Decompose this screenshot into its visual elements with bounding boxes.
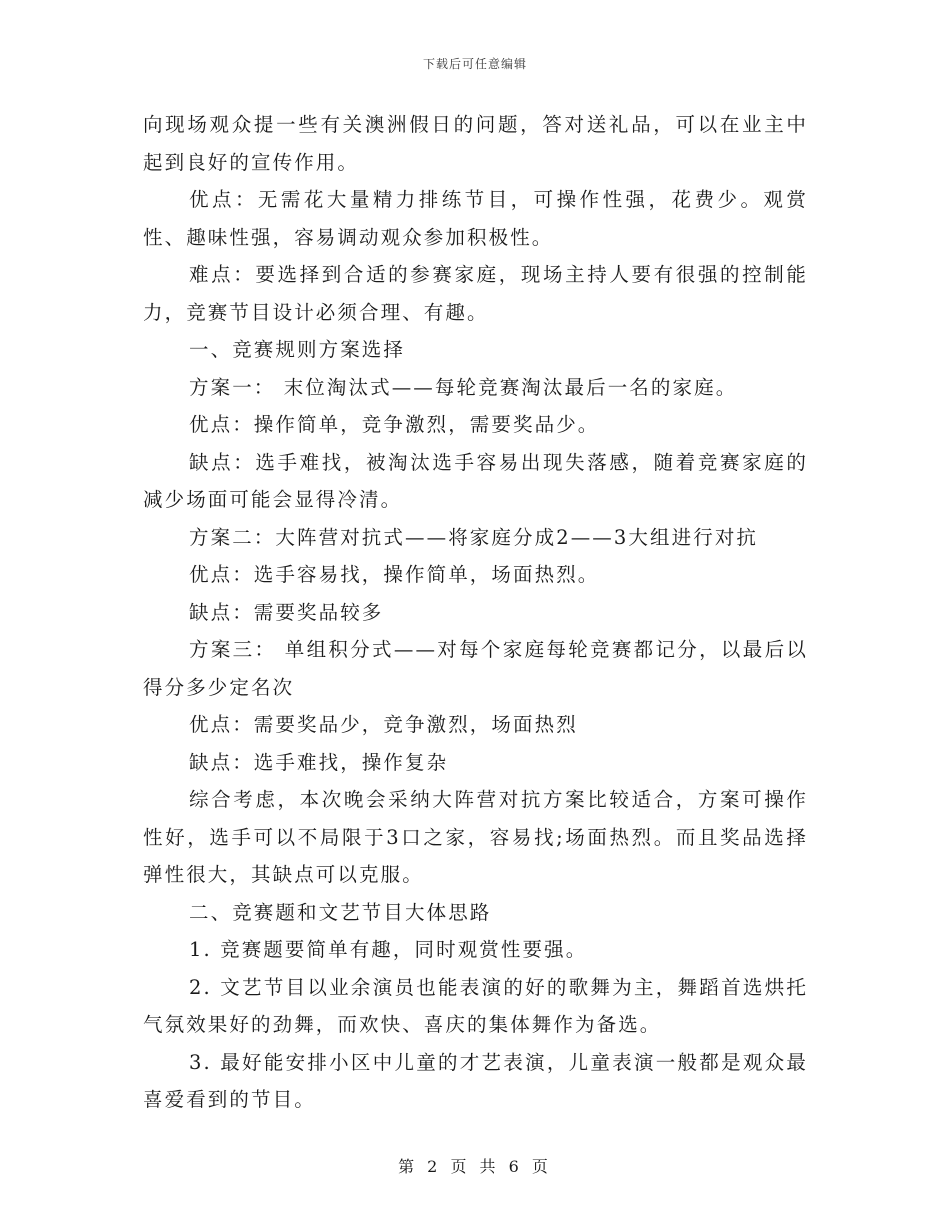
list-item: 3. 最好能安排小区中儿童的才艺表演，儿童表演一般都是观众最喜爱看到的节目。 bbox=[143, 1050, 808, 1111]
paragraph: 优点：需要奖品少，竞争激烈，场面热烈 bbox=[189, 713, 578, 736]
paragraph: 综合考虑，本次晚会采纳大阵营对抗方案比较适合，方案可操作性好，选手可以不局限于3口之家，容易找;场面热烈。而且奖品选择弹性很大，其缺点可以克服。 bbox=[143, 788, 808, 886]
paragraph: 缺点：需要奖品较多 bbox=[189, 600, 384, 624]
list-item: 1. 竞赛题要简单有趣，同时观赏性要强。 bbox=[189, 938, 588, 961]
paragraph: 缺点：选手难找，操作复杂 bbox=[189, 750, 449, 774]
section-heading: 二、竞赛题和文艺节目大体思路 bbox=[189, 900, 492, 924]
header-note: 下载后可任意编辑 bbox=[422, 57, 527, 71]
paragraph: 方案三： 单组积分式——对每个家庭每轮竞赛都记分，以最后以得分多少定名次 bbox=[143, 638, 808, 699]
paragraph: 缺点：选手难找，被淘汰选手容易出现失落感，随着竞赛家庭的减少场面可能会显得冷清。 bbox=[143, 450, 808, 511]
section-heading: 一、竞赛规则方案选择 bbox=[189, 338, 406, 361]
paragraph: 优点：选手容易找，操作简单，场面热烈。 bbox=[189, 563, 600, 586]
page-number: 第 2 页 共 6 页 bbox=[398, 1157, 552, 1176]
paragraph: 优点：操作简单，竞争激烈，需要奖品少。 bbox=[189, 413, 600, 436]
paragraph: 方案二：大阵营对抗式——将家庭分成2——3大组进行对抗 bbox=[189, 525, 759, 549]
body-text bbox=[143, 106, 808, 1119]
paragraph: 难点：要选择到合适的参赛家庭，现场主持人要有很强的控制能力，竞赛节目设计必须合理、有趣。 bbox=[143, 263, 808, 324]
paragraph: 方案一： 末位淘汰式——每轮竞赛淘汰最后一名的家庭。 bbox=[189, 375, 738, 399]
paragraph: 优点：无需花大量精力排练节目，可操作性强，花费少。观赏性、趣味性强，容易调动观众参加积极性。 bbox=[143, 188, 808, 249]
paragraph: 向现场观众提一些有关澳洲假日的问题，答对送礼品，可以在业主中起到良好的宣传作用。 bbox=[143, 113, 808, 174]
list-item: 2. 文艺节目以业余演员也能表演的好的歌舞为主，舞蹈首选烘托气氛效果好的劲舞，而欢快、喜庆的集体舞作为备选。 bbox=[143, 975, 808, 1036]
